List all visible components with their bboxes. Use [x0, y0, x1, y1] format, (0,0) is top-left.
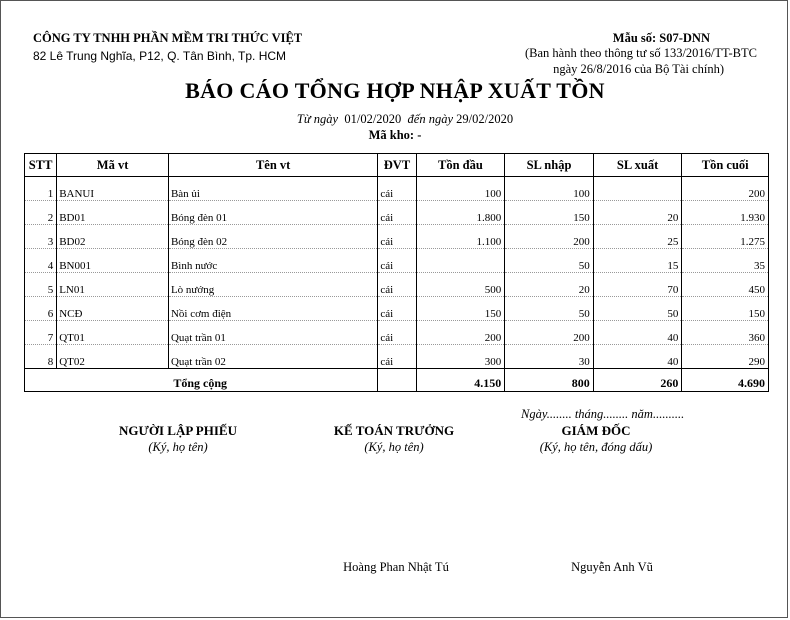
cell-out: 20 [593, 201, 682, 225]
chief-accountant-hint: (Ký, họ tên) [364, 440, 424, 454]
cell-unit: cái [378, 321, 416, 345]
cell-out: 40 [593, 345, 682, 369]
table-header-row [25, 154, 769, 177]
cell-in: 150 [505, 201, 594, 225]
total-label: Tổng cộng [25, 369, 378, 392]
period-to-label: đến ngày [407, 112, 454, 126]
preparer-hint: (Ký, họ tên) [148, 440, 208, 454]
inventory-table [24, 153, 769, 392]
cell-unit: cái [378, 249, 416, 273]
cell-stt: 1 [25, 177, 57, 201]
cell-in: 20 [505, 273, 594, 297]
total-row [25, 369, 769, 392]
col-out: SL xuất [593, 154, 682, 177]
cell-stt: 4 [25, 249, 57, 273]
cell-name: Nồi cơm điện [168, 297, 377, 321]
table-row [25, 249, 769, 273]
cell-stt: 8 [25, 345, 57, 369]
form-issued-line-2: ngày 26/8/2016 của Bộ Tài chính) [553, 62, 724, 76]
form-issued-line-1: (Ban hành theo thông tư số 133/2016/TT-BTC [525, 46, 757, 60]
cell-in: 200 [505, 321, 594, 345]
period-from-label: Từ ngày [296, 112, 339, 126]
table-row [25, 225, 769, 249]
total-in: 800 [505, 369, 594, 392]
cell-in: 50 [505, 249, 594, 273]
cell-name: Quạt trần 02 [168, 345, 377, 369]
cell-code: NCĐ [57, 297, 169, 321]
cell-stt: 7 [25, 321, 57, 345]
cell-closing: 450 [682, 273, 769, 297]
col-opening: Tồn đầu [416, 154, 505, 177]
company-address: 82 Lê Trung Nghĩa, P12, Q. Tân Bình, Tp. HCM [33, 49, 287, 63]
cell-unit: cái [378, 273, 416, 297]
table-row [25, 177, 769, 201]
cell-unit: cái [378, 225, 416, 249]
cell-out: 70 [593, 273, 682, 297]
cell-unit: cái [378, 177, 416, 201]
cell-stt: 6 [25, 297, 57, 321]
cell-out: 40 [593, 321, 682, 345]
cell-opening: 1.800 [416, 201, 505, 225]
cell-closing: 150 [682, 297, 769, 321]
preparer-role: NGƯỜI LẬP PHIẾU [119, 423, 237, 438]
cell-closing: 200 [682, 177, 769, 201]
cell-stt: 3 [25, 225, 57, 249]
cell-out: 15 [593, 249, 682, 273]
cell-code: BD01 [57, 201, 169, 225]
signature-date-line: Ngày........ tháng........ năm.......... [521, 407, 685, 421]
table-row [25, 201, 769, 225]
cell-code: BN001 [57, 249, 169, 273]
cell-in: 200 [505, 225, 594, 249]
period-from-date: 01/02/2020 [344, 112, 402, 126]
form-code: Mẫu số: S07-DNN [612, 31, 710, 45]
cell-opening: 100 [416, 177, 505, 201]
cell-out: 50 [593, 297, 682, 321]
table-row [25, 273, 769, 297]
cell-unit: cái [378, 345, 416, 369]
director-role: GIÁM ĐỐC [561, 423, 631, 438]
cell-code: LN01 [57, 273, 169, 297]
total-unit-empty [378, 369, 416, 392]
cell-opening: 1.100 [416, 225, 505, 249]
cell-opening: 500 [416, 273, 505, 297]
signature-director [496, 423, 696, 455]
total-out: 260 [593, 369, 682, 392]
total-closing: 4.690 [682, 369, 769, 392]
cell-closing: 35 [682, 249, 769, 273]
cell-code: BANUI [57, 177, 169, 201]
cell-stt: 5 [25, 273, 57, 297]
table-row [25, 321, 769, 345]
col-stt: STT [25, 154, 57, 177]
col-in: SL nhập [505, 154, 594, 177]
cell-opening: 150 [416, 297, 505, 321]
cell-out: 25 [593, 225, 682, 249]
col-code: Mã vt [57, 154, 169, 177]
cell-opening: 200 [416, 321, 505, 345]
period-to-date: 29/02/2020 [456, 112, 514, 126]
cell-closing: 1.930 [682, 201, 769, 225]
warehouse-code: Mã kho: - [368, 128, 422, 142]
table-row [25, 345, 769, 369]
cell-closing: 360 [682, 321, 769, 345]
cell-opening: 300 [416, 345, 505, 369]
cell-name: Bóng đèn 01 [168, 201, 377, 225]
cell-out [593, 177, 682, 201]
cell-in: 100 [505, 177, 594, 201]
cell-closing: 290 [682, 345, 769, 369]
cell-name: Quạt trần 01 [168, 321, 377, 345]
cell-unit: cái [378, 297, 416, 321]
signature-preparer [78, 423, 278, 455]
cell-code: QT01 [57, 321, 169, 345]
director-name: Nguyễn Anh Vũ [571, 560, 653, 574]
cell-name: Lò nướng [168, 273, 377, 297]
cell-closing: 1.275 [682, 225, 769, 249]
col-unit: ĐVT [378, 154, 416, 177]
cell-in: 30 [505, 345, 594, 369]
cell-name: Bóng đèn 02 [168, 225, 377, 249]
report-period [0, 112, 790, 127]
company-name: CÔNG TY TNHH PHẦN MỀM TRI THỨC VIỆT [33, 31, 303, 45]
col-closing: Tồn cuối [682, 154, 769, 177]
col-name: Tên vt [168, 154, 377, 177]
chief-accountant-role: KẾ TOÁN TRƯỞNG [333, 423, 455, 438]
signature-chief-accountant [294, 423, 494, 455]
cell-code: QT02 [57, 345, 169, 369]
cell-opening [416, 249, 505, 273]
cell-code: BD02 [57, 225, 169, 249]
director-hint: (Ký, họ tên, đóng dấu) [539, 440, 653, 454]
cell-in: 50 [505, 297, 594, 321]
cell-name: Bình nước [168, 249, 377, 273]
table-row [25, 297, 769, 321]
cell-stt: 2 [25, 201, 57, 225]
cell-name: Bàn ủi [168, 177, 377, 201]
cell-unit: cái [378, 201, 416, 225]
chief-accountant-name: Hoàng Phan Nhật Tú [343, 560, 449, 574]
report-title: BÁO CÁO TỔNG HỢP NHẬP XUẤT TỒN [185, 78, 605, 103]
total-opening: 4.150 [416, 369, 505, 392]
